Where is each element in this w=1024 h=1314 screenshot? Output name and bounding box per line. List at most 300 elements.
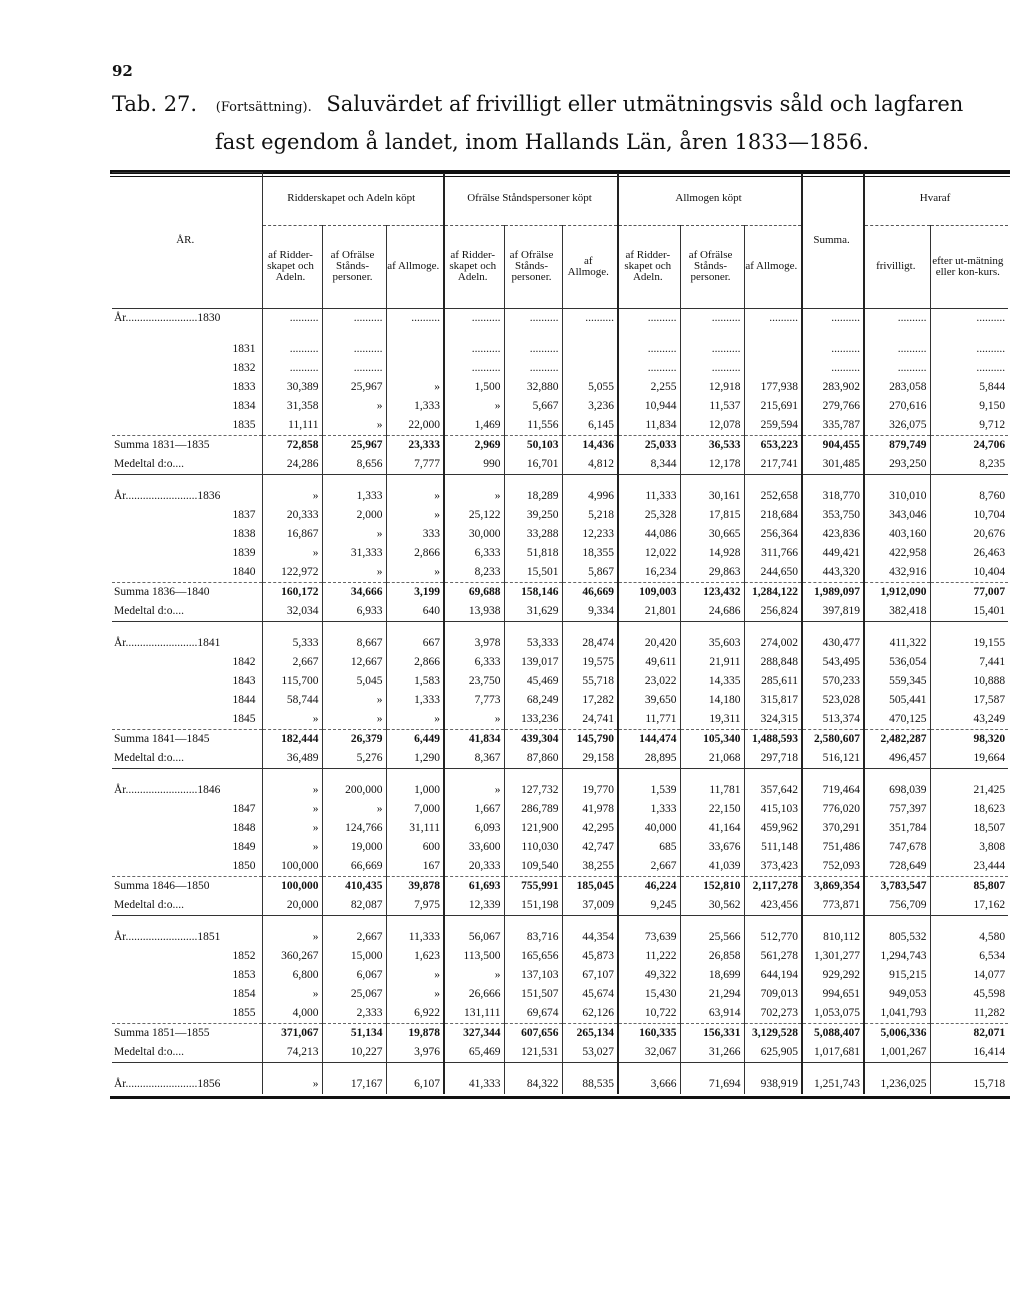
cell: 23,750: [444, 672, 504, 691]
row-label: Medeltal d:o....: [112, 896, 262, 916]
cell: 360,267: [262, 947, 322, 966]
cell: 8,667: [322, 634, 386, 653]
cell: 252,658: [744, 487, 802, 506]
cell: 115,700: [262, 672, 322, 691]
cell: 327,344: [444, 1023, 504, 1043]
cell: 702,273: [744, 1004, 802, 1024]
cell: 31,333: [322, 544, 386, 563]
cell: 18,623: [973, 803, 1006, 815]
cell: 41,834: [444, 729, 504, 749]
cell: 22,150: [680, 800, 744, 819]
table-body: [112, 308, 1008, 1094]
cell: 2,866: [386, 544, 444, 563]
row-label: År.........................1830: [112, 308, 262, 328]
cell: 516,121: [802, 749, 864, 769]
cell: 31,358: [262, 397, 322, 416]
summa-row: [112, 582, 1008, 602]
cell: 698,039: [864, 781, 930, 800]
cell: »: [322, 800, 386, 819]
cell: 42,747: [562, 838, 618, 857]
cell: 9,712: [979, 419, 1006, 431]
cell: 9,150: [979, 400, 1006, 412]
cell: 8,760: [979, 490, 1006, 502]
cell: 728,649: [864, 857, 930, 877]
table-row: [112, 800, 1008, 819]
cell: 110,030: [504, 838, 562, 857]
cell: 990: [444, 455, 504, 475]
cell: 11,556: [504, 416, 562, 436]
cell: 1,294,743: [864, 947, 930, 966]
row-label: År.........................1856: [112, 1075, 262, 1094]
sub-header: af Allmoge.: [562, 225, 618, 308]
cell: 3,666: [618, 1075, 680, 1094]
cell: 82,087: [322, 896, 386, 916]
cell: »: [386, 985, 444, 1004]
cell: 879,749: [864, 435, 930, 455]
cell: »: [262, 710, 322, 730]
cell: 16,414: [930, 1043, 1008, 1063]
cell: »: [444, 397, 504, 416]
cell: 25,033: [618, 435, 680, 455]
cell: 19,664: [930, 749, 1008, 769]
cell: 177,938: [744, 378, 802, 397]
cell: ..........: [322, 359, 386, 378]
cell: 33,600: [444, 838, 504, 857]
cell: 121,900: [504, 819, 562, 838]
cell: 22,000: [386, 416, 444, 436]
cell: 274,002: [744, 634, 802, 653]
row-label: Summa 1851—1855: [112, 1023, 262, 1043]
cell: ..........: [444, 308, 504, 328]
cell: 756,709: [864, 896, 930, 916]
cell: 318,770: [802, 487, 864, 506]
cell: 31,266: [680, 1043, 744, 1063]
cell: 929,292: [802, 966, 864, 985]
cell: »: [322, 691, 386, 710]
cell: »: [262, 544, 322, 563]
cell: 12,078: [680, 416, 744, 436]
cell: 11,282: [973, 1007, 1006, 1019]
cell: 20,333: [262, 506, 322, 525]
cell: 2,333: [322, 1004, 386, 1024]
medeltal-row: [112, 602, 1008, 622]
cell: 17,282: [562, 691, 618, 710]
table-row: [112, 781, 1008, 800]
cell: ..........: [802, 340, 864, 359]
cell: 19,311: [680, 710, 744, 730]
table-row: [112, 416, 1008, 436]
sub-header: af Ridder-skapet och Adeln.: [444, 225, 504, 308]
cell: ..........: [618, 359, 680, 378]
cell: 215,691: [744, 397, 802, 416]
cell: 10,227: [322, 1043, 386, 1063]
cell: 653,223: [744, 435, 802, 455]
cell: 719,464: [802, 781, 864, 800]
row-label: 1853: [112, 966, 262, 985]
table-row: [112, 1004, 1008, 1024]
cell: 1,623: [386, 947, 444, 966]
cell: »: [386, 966, 444, 985]
cell: 14,436: [562, 435, 618, 455]
table-row: [112, 857, 1008, 877]
cell: 23,333: [386, 435, 444, 455]
cell: ..........: [322, 308, 386, 328]
cell: 1,284,122: [744, 582, 802, 602]
cell: 904,455: [802, 435, 864, 455]
row-label: Medeltal d:o....: [112, 602, 262, 622]
table-title-line1: [112, 92, 1012, 116]
cell: 12,918: [680, 378, 744, 397]
cell: 28,474: [562, 634, 618, 653]
cell: 21,068: [680, 749, 744, 769]
cell: 3,808: [979, 841, 1006, 853]
sub-header: af Ridder-skapet och Adeln.: [262, 225, 322, 308]
cell: 285,611: [744, 672, 802, 691]
row-gap: [112, 621, 1008, 634]
cell: 50,103: [504, 435, 562, 455]
table-row: [112, 819, 1008, 838]
cell: 61,693: [444, 876, 504, 896]
cell: 42,295: [562, 819, 618, 838]
medeltal-row: [112, 749, 1008, 769]
table-row: [112, 691, 1008, 710]
cell: 2,969: [444, 435, 504, 455]
row-gap: [112, 768, 1008, 781]
cell: 28,895: [618, 749, 680, 769]
cell: 11,222: [618, 947, 680, 966]
cell: ..........: [444, 340, 504, 359]
cell: 77,007: [930, 582, 1008, 602]
cell: 315,817: [744, 691, 802, 710]
cell: 561,278: [744, 947, 802, 966]
cell: 10,888: [973, 675, 1006, 687]
row-label: 1854: [112, 985, 262, 1004]
cell: 709,013: [744, 985, 802, 1004]
cell: »: [262, 800, 322, 819]
cell: 6,107: [386, 1075, 444, 1094]
cell: 24,741: [562, 710, 618, 730]
cell: 543,495: [802, 653, 864, 672]
sub-header: frivilligt.: [864, 225, 930, 308]
cell: »: [322, 397, 386, 416]
cell: 10,722: [618, 1004, 680, 1024]
row-label: 1845: [112, 710, 262, 730]
cell: 244,650: [744, 563, 802, 583]
cell: 1,053,075: [802, 1004, 864, 1024]
cell: 1,333: [322, 487, 386, 506]
cell: 810,112: [802, 928, 864, 947]
title-text-1: Saluvärdet af frivilligt eller utmätningsvis såld och lagfaren: [326, 92, 964, 116]
row-label: Medeltal d:o....: [112, 749, 262, 769]
cell: 105,340: [680, 729, 744, 749]
cell: ..........: [802, 359, 864, 378]
cell: 3,129,528: [744, 1023, 802, 1043]
cell: 283,058: [864, 378, 930, 397]
cell: 752,093: [802, 857, 864, 877]
cell: 19,770: [562, 781, 618, 800]
cell: 43,249: [973, 713, 1006, 725]
cell: 6,093: [444, 819, 504, 838]
row-label: 1842: [112, 653, 262, 672]
cell: 335,787: [802, 416, 864, 436]
cell: 123,432: [680, 582, 744, 602]
cell: 24,706: [930, 435, 1008, 455]
cell: 6,933: [322, 602, 386, 622]
cell: 200,000: [322, 781, 386, 800]
cell: 1,041,793: [864, 1004, 930, 1024]
row-gap: [112, 474, 1008, 487]
cell: 5,218: [562, 506, 618, 525]
cell: 283,902: [802, 378, 864, 397]
row-label: 1852: [112, 947, 262, 966]
cell: 31,111: [386, 819, 444, 838]
cell: 1,500: [444, 378, 504, 397]
cell: 15,718: [973, 1078, 1006, 1090]
summa-row: [112, 729, 1008, 749]
cell: ..........: [680, 340, 744, 359]
cell: 430,477: [802, 634, 864, 653]
row-label: 1839: [112, 544, 262, 563]
cell: 160,335: [618, 1023, 680, 1043]
cell: 3,236: [562, 397, 618, 416]
cell: 256,824: [744, 602, 802, 622]
cell: 353,750: [802, 506, 864, 525]
cell: ..........: [504, 308, 562, 328]
cell: [562, 340, 618, 359]
cell: 55,718: [562, 672, 618, 691]
cell: 7,773: [444, 691, 504, 710]
cell: »: [262, 928, 322, 947]
cell: 30,389: [262, 378, 322, 397]
cell: 144,474: [618, 729, 680, 749]
cell: 24,286: [262, 455, 322, 475]
cell: 2,580,607: [802, 729, 864, 749]
cell: 41,333: [444, 1075, 504, 1094]
cell: »: [444, 710, 504, 730]
table-row: [112, 563, 1008, 583]
table-row: [112, 928, 1008, 947]
cell: 351,784: [864, 819, 930, 838]
cell: 24,686: [680, 602, 744, 622]
cell: 536,054: [864, 653, 930, 672]
table-row: [112, 525, 1008, 544]
cell: ..........: [262, 340, 322, 359]
cell: 41,978: [562, 800, 618, 819]
cell: 2,866: [386, 653, 444, 672]
summa-row: [112, 435, 1008, 455]
cell: 1,989,097: [802, 582, 864, 602]
cell: »: [322, 710, 386, 730]
cell: 3,976: [386, 1043, 444, 1063]
cell: 411,322: [864, 634, 930, 653]
cell: 139,017: [504, 653, 562, 672]
cell: 39,650: [618, 691, 680, 710]
cell: 35,603: [680, 634, 744, 653]
row-gap: [112, 915, 1008, 928]
cell: 167: [386, 857, 444, 877]
row-label: Summa 1831—1835: [112, 435, 262, 455]
table-row: [112, 544, 1008, 563]
cell: 5,088,407: [802, 1023, 864, 1043]
cell: 288,848: [744, 653, 802, 672]
cell: ..........: [322, 340, 386, 359]
cell: ..........: [562, 308, 618, 328]
row-label: 1831: [112, 340, 262, 359]
cell: 11,333: [618, 487, 680, 506]
continuation-note: (Fortsättning).: [215, 100, 312, 115]
cell: 45,873: [562, 947, 618, 966]
cell: 156,331: [680, 1023, 744, 1043]
cell: 8,233: [444, 563, 504, 583]
cell: 66,669: [322, 857, 386, 877]
cell: ..........: [680, 359, 744, 378]
table-number: Tab. 27.: [112, 92, 198, 116]
row-label: Summa 1841—1845: [112, 729, 262, 749]
table-title-line2: fast egendom å landet, inom Hallands Län, åren 1833—1856.: [215, 130, 870, 154]
cell: 8,367: [444, 749, 504, 769]
cell: [744, 359, 802, 378]
cell: 15,401: [930, 602, 1008, 622]
cell: 158,146: [504, 582, 562, 602]
cell: 513,374: [802, 710, 864, 730]
cell: 18,699: [680, 966, 744, 985]
cell: ..........: [864, 308, 930, 328]
cell: 113,500: [444, 947, 504, 966]
cell: 152,810: [680, 876, 744, 896]
cell: 29,863: [680, 563, 744, 583]
cell: »: [386, 378, 444, 397]
table-row: [112, 710, 1008, 730]
year-header: ÅR.: [112, 173, 262, 309]
cell: 17,815: [680, 506, 744, 525]
cell: 403,160: [864, 525, 930, 544]
cell: 37,009: [562, 896, 618, 916]
cell: 72,858: [262, 435, 322, 455]
cell: »: [262, 838, 322, 857]
table-row: [112, 653, 1008, 672]
table-row: [112, 966, 1008, 985]
group-header-ridderskapet: Ridderskapet och Adeln köpt: [262, 173, 444, 226]
cell: 23,444: [973, 860, 1006, 872]
cell: 8,656: [322, 455, 386, 475]
cell: 423,836: [802, 525, 864, 544]
medeltal-row: [112, 455, 1008, 475]
cell: 1,333: [386, 397, 444, 416]
cell: ..........: [802, 308, 864, 328]
cell: 1,251,743: [802, 1075, 864, 1094]
cell: 2,667: [262, 653, 322, 672]
cell: 33,676: [680, 838, 744, 857]
cell: 423,456: [744, 896, 802, 916]
cell: 39,250: [504, 506, 562, 525]
cell: 5,006,336: [864, 1023, 930, 1043]
cell: 4,812: [562, 455, 618, 475]
cell: ..........: [262, 308, 322, 328]
cell: 1,000: [386, 781, 444, 800]
cell: 12,339: [444, 896, 504, 916]
cell: 776,020: [802, 800, 864, 819]
cell: 20,420: [618, 634, 680, 653]
cell: 88,535: [562, 1075, 618, 1094]
cell: 51,818: [504, 544, 562, 563]
cell: 2,117,278: [744, 876, 802, 896]
cell: 443,320: [802, 563, 864, 583]
cell: 1,290: [386, 749, 444, 769]
cell: 439,304: [504, 729, 562, 749]
cell: 1,333: [386, 691, 444, 710]
cell: 994,651: [802, 985, 864, 1004]
row-label: År.........................1836: [112, 487, 262, 506]
cell: 85,807: [930, 876, 1008, 896]
cell: 382,418: [864, 602, 930, 622]
cell: 15,430: [618, 985, 680, 1004]
cell: ..........: [976, 362, 1006, 374]
cell: 127,732: [504, 781, 562, 800]
cell: 7,441: [979, 656, 1006, 668]
cell: 83,716: [504, 928, 562, 947]
row-label: 1840: [112, 563, 262, 583]
cell: 5,867: [562, 563, 618, 583]
sub-header: af Ofrälse Stånds-personer.: [504, 225, 562, 308]
row-label: 1834: [112, 397, 262, 416]
cell: 39,878: [386, 876, 444, 896]
cell: [386, 359, 444, 378]
group-header-ofralse: Ofrälse Ståndspersoner köpt: [444, 173, 618, 226]
cell: 18,289: [504, 487, 562, 506]
cell: »: [386, 506, 444, 525]
cell: 12,233: [562, 525, 618, 544]
row-label: 1855: [112, 1004, 262, 1024]
cell: 5,333: [262, 634, 322, 653]
cell: 16,701: [504, 455, 562, 475]
table-row: [112, 1075, 1008, 1094]
cell: 32,880: [504, 378, 562, 397]
cell: 259,594: [744, 416, 802, 436]
cell: 1,301,277: [802, 947, 864, 966]
page-number: 92: [112, 62, 133, 80]
cell: 15,000: [322, 947, 386, 966]
cell: 1,017,681: [802, 1043, 864, 1063]
cell: 432,916: [864, 563, 930, 583]
cell: »: [386, 710, 444, 730]
cell: 415,103: [744, 800, 802, 819]
cell: 100,000: [262, 876, 322, 896]
cell: 122,972: [262, 563, 322, 583]
cell: 26,666: [444, 985, 504, 1004]
cell: 4,580: [979, 931, 1006, 943]
cell: 559,345: [864, 672, 930, 691]
row-label: 1838: [112, 525, 262, 544]
cell: 71,694: [680, 1075, 744, 1094]
cell: »: [322, 525, 386, 544]
cell: 109,540: [504, 857, 562, 877]
cell: 45,674: [562, 985, 618, 1004]
cell: 16,234: [618, 563, 680, 583]
cell: »: [262, 1075, 322, 1094]
cell: 45,598: [973, 988, 1006, 1000]
cell: 11,537: [680, 397, 744, 416]
cell: 1,539: [618, 781, 680, 800]
cell: 44,354: [562, 928, 618, 947]
cell: 58,744: [262, 691, 322, 710]
cell: ..........: [386, 308, 444, 328]
table-row: [112, 308, 1008, 328]
cell: 410,435: [322, 876, 386, 896]
cell: 397,819: [802, 602, 864, 622]
cell: 4,996: [562, 487, 618, 506]
cell: »: [444, 966, 504, 985]
cell: 32,067: [618, 1043, 680, 1063]
